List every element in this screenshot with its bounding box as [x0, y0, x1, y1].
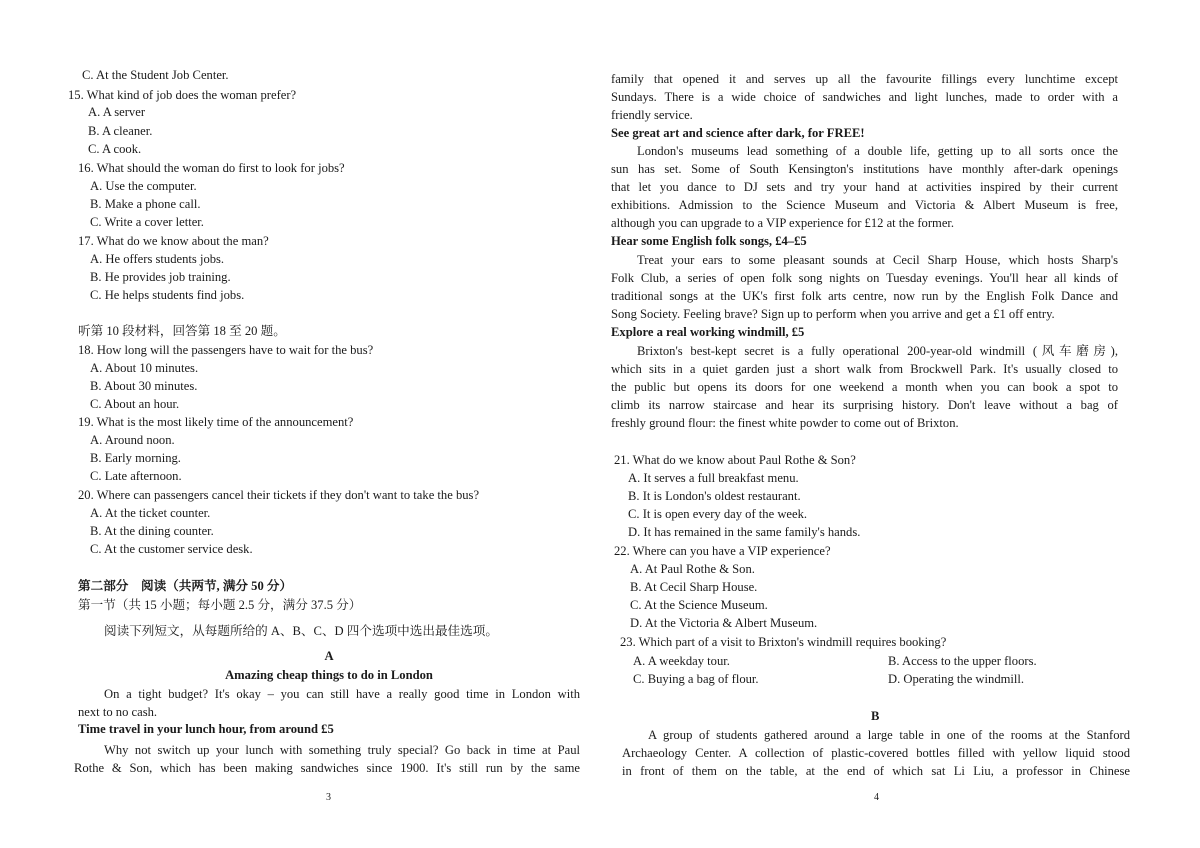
- q21-option-a: A. It serves a full breakfast menu.: [628, 471, 799, 485]
- intro-line-2: next to no cash.: [78, 705, 158, 719]
- q18-option-b: B. About 30 minutes.: [90, 379, 198, 393]
- q23-stem: 23. Which part of a visit to Brixton's windmill requires booking?: [620, 635, 947, 649]
- part-two-heading: 第二部分 阅读（共两节, 满分 50 分）: [78, 579, 293, 593]
- q17-option-b: B. He provides job training.: [90, 270, 231, 284]
- q20-option-c: C. At the customer service desk.: [90, 542, 253, 556]
- page-number: 4: [874, 792, 879, 803]
- q19-option-c: C. Late afternoon.: [90, 469, 182, 483]
- paragraph-4-line-2: which sits in a quiet garden just a short walk from Brockwell Park. It's usually closed to: [611, 362, 1118, 376]
- q21-option-c: C. It is open every day of the week.: [628, 507, 808, 521]
- q20-option-a: A. At the ticket counter.: [90, 506, 211, 520]
- paragraph-4-line-4: climb its narrow staircase and hear its surprising history. Don't leave without a bag of: [611, 398, 1118, 412]
- paragraph-2-line-1: London's museums lead something of a double life, getting up to all sorts once the: [637, 144, 1118, 158]
- q22-option-b: B. At Cecil Sharp House.: [630, 580, 758, 594]
- paragraph-3-line-1: Treat your ears to some pleasant sounds at Cecil Sharp House, which hosts Sharp's: [637, 253, 1118, 267]
- page-number: 3: [326, 792, 331, 803]
- heading-windmill: Explore a real working windmill, £5: [611, 325, 805, 339]
- q23-option-b: B. Access to the upper floors.: [888, 654, 1037, 668]
- q22-option-c: C. At the Science Museum.: [630, 598, 768, 612]
- heading-art-science: See great art and science after dark, for FREE!: [611, 126, 865, 140]
- passage-a-title: Amazing cheap things to do in London: [225, 668, 433, 682]
- passage-b-line-1: A group of students gathered around a large table in one of the rooms at the Stanford: [648, 728, 1130, 742]
- q20-stem: 20. Where can passengers cancel their tickets if they don't want to take the bus?: [78, 488, 480, 502]
- heading-time-travel: Time travel in your lunch hour, from around £5: [78, 722, 334, 736]
- reading-instruction: 阅读下列短文，从每题所给的 A、B、C、D 四个选项中选出最佳选项。: [104, 624, 498, 638]
- q23-option-a: A. A weekday tour.: [633, 654, 730, 668]
- q18-option-a: A. About 10 minutes.: [90, 361, 199, 375]
- q19-stem: 19. What is the most likely time of the announcement?: [78, 415, 354, 429]
- listening-instruction: 听第 10 段材料，回答第 18 至 20 题。: [78, 324, 286, 338]
- q22-stem: 22. Where can you have a VIP experience?: [614, 544, 831, 558]
- right-page: [600, 0, 1200, 848]
- q16-option-c: C. Write a cover letter.: [90, 215, 204, 229]
- passage-b-line-3: in front of them on the table, at the end of which sat Li Liu, a professor in Chinese: [622, 764, 1130, 778]
- q22-option-a: A. At Paul Rothe & Son.: [630, 562, 755, 576]
- q15-option-b: B. A cleaner.: [88, 124, 153, 138]
- q17-stem: 17. What do we know about the man?: [78, 234, 269, 248]
- section-one-heading: 第一节（共 15 小题；每小题 2.5 分，满分 37.5 分）: [78, 598, 362, 612]
- q15-stem: 15. What kind of job does the woman prefer?: [68, 88, 297, 102]
- paragraph-3-line-3: traditional songs at the UK's first folk arts centre, now run by the English Folk Dance and: [611, 289, 1118, 303]
- paragraph-2-line-3: that let you dance to DJ sets and try your hand at activities inspired by their current: [611, 180, 1118, 194]
- paragraph-4-line-5: freshly ground flour: the finest white powder to come out of Brixton.: [611, 416, 959, 430]
- paragraph-3-line-2: Folk Club, a series of open folk song nights on Tuesday evenings. You'll hear all kinds of: [611, 271, 1118, 285]
- intro-line-1: On a tight budget? It's okay – you can still have a really good time in London with: [104, 687, 580, 701]
- q14-option-c: C. At the Student Job Center.: [82, 68, 229, 82]
- paragraph-2-line-5: although you can upgrade to a VIP experience for £12 at the former.: [611, 216, 955, 230]
- q18-stem: 18. How long will the passengers have to wait for the bus?: [78, 343, 374, 357]
- q23-option-d: D. Operating the windmill.: [888, 672, 1025, 686]
- q21-option-d: D. It has remained in the same family's hands.: [628, 525, 861, 539]
- q20-option-b: B. At the dining counter.: [90, 524, 214, 538]
- q22-option-d: D. At the Victoria & Albert Museum.: [630, 616, 818, 630]
- passage-a-label: A: [324, 649, 334, 663]
- q23-option-c: C. Buying a bag of flour.: [633, 672, 759, 686]
- paragraph-1-line-2: Rothe & Son, which has been making sandwiches since 1900. It's still run by the same: [74, 761, 580, 775]
- q21-stem: 21. What do we know about Paul Rothe & Son?: [614, 453, 856, 467]
- heading-folk-songs: Hear some English folk songs, £4–£5: [611, 234, 807, 248]
- paragraph-3-line-4: Song Society. Feeling brave? Sign up to perform when you arrive and get a £1 off entry.: [611, 307, 1055, 321]
- passage-b-label: B: [871, 709, 880, 723]
- paragraph-2-line-2: sun has set. Some of South Kensington's institutions have monthly after-dark openings: [611, 162, 1118, 176]
- paragraph-4-line-1: Brixton's best-kept secret is a fully operational 200-year-old windmill (风车磨房),: [637, 344, 1118, 358]
- q17-option-c: C. He helps students find jobs.: [90, 288, 245, 302]
- q21-option-b: B. It is London's oldest restaurant.: [628, 489, 801, 503]
- paragraph-1-line-5: friendly service.: [611, 108, 693, 122]
- q17-option-a: A. He offers students jobs.: [90, 252, 225, 266]
- paragraph-1-line-3: family that opened it and serves up all the favourite fillings every lunchtime except: [611, 72, 1118, 86]
- q18-option-c: C. About an hour.: [90, 397, 180, 411]
- q16-stem: 16. What should the woman do first to look for jobs?: [78, 161, 345, 175]
- q19-option-b: B. Early morning.: [90, 451, 181, 465]
- paragraph-4-line-3: the public but opens its doors for one weekend a month when you can book a spot to: [611, 380, 1118, 394]
- paragraph-2-line-4: exhibitions. Admission to the Science Museum and Victoria & Albert Museum is free,: [611, 198, 1118, 212]
- paragraph-1-line-4: Sundays. There is a wide choice of sandwiches and light lunches, made to order with a: [611, 90, 1118, 104]
- q19-option-a: A. Around noon.: [90, 433, 175, 447]
- q15-option-a: A. A server: [88, 105, 146, 119]
- q16-option-a: A. Use the computer.: [90, 179, 197, 193]
- q15-option-c: C. A cook.: [88, 142, 142, 156]
- passage-b-line-2: Archaeology Center. A collection of plastic-covered bottles filled with yellow liquid stood: [622, 746, 1130, 760]
- paragraph-1-line-1: Why not switch up your lunch with something truly special? Go back in time at Paul: [104, 743, 580, 757]
- q16-option-b: B. Make a phone call.: [90, 197, 201, 211]
